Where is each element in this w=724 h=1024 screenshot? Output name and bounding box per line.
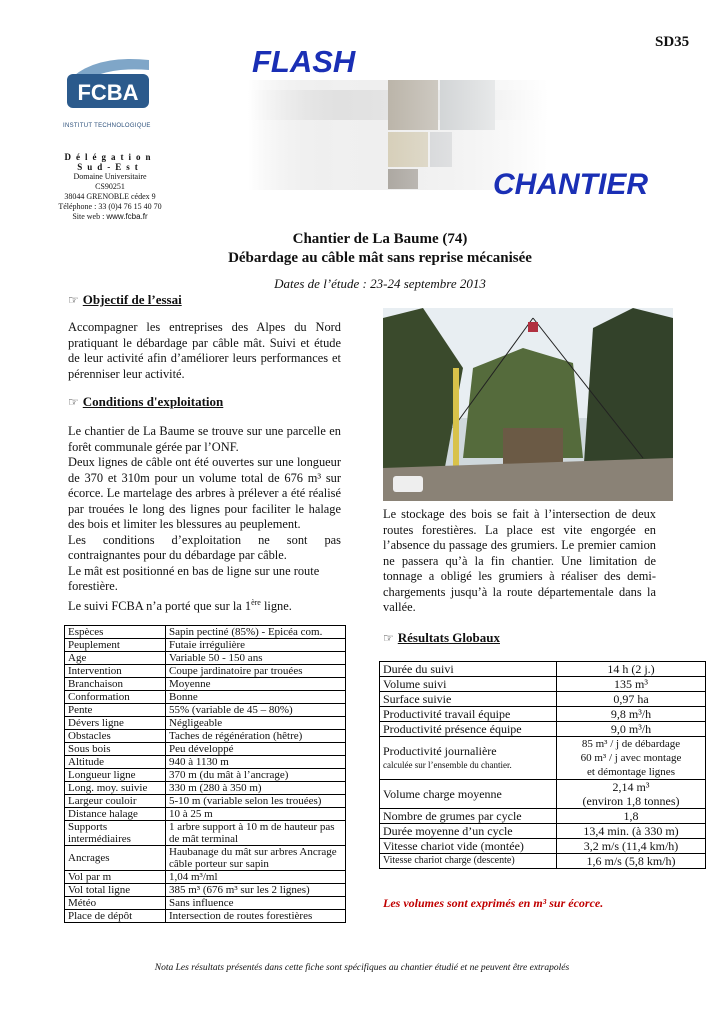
- conditions-value: 370 m (du mât à l’ancrage): [166, 769, 346, 782]
- conditions-heading-wrap: [68, 394, 223, 410]
- results-row: [380, 839, 706, 854]
- results-row: [380, 677, 706, 692]
- conditions-value: Coupe jardinatoire par trouées: [166, 665, 346, 678]
- conditions-row: [65, 678, 346, 691]
- conditions-key: Pente: [65, 704, 166, 717]
- results-row: [380, 722, 706, 737]
- conditions-value: 385 m³ (676 m³ sur les 2 lignes): [166, 884, 346, 897]
- results-row: [380, 662, 706, 677]
- conditions-value: Sans influence: [166, 897, 346, 910]
- conditions-row: [65, 691, 346, 704]
- conditions-row: [65, 639, 346, 652]
- conditions-row: [65, 717, 346, 730]
- conditions-row: [65, 808, 346, 821]
- results-row: [380, 692, 706, 707]
- results-key: Volume charge moyenne: [380, 780, 557, 809]
- address-phone: Téléphone : 33 (0)4 76 15 40 70: [58, 202, 162, 211]
- conditions-row: [65, 769, 346, 782]
- conditions-key: Largeur couloir: [65, 795, 166, 808]
- conditions-value: Sapin pectiné (85%) - Epicéa com.: [166, 626, 346, 639]
- results-key: Nombre de grumes par cycle: [380, 809, 557, 824]
- results-row: [380, 780, 706, 809]
- results-value: 0,97 ha: [557, 692, 706, 707]
- results-value: 13,4 min. (à 330 m): [557, 824, 706, 839]
- results-key: Productivité travail équipe: [380, 707, 557, 722]
- results-value: 3,2 m/s (11,4 km/h): [557, 839, 706, 854]
- conditions-key: Obstacles: [65, 730, 166, 743]
- results-value: 2,14 m³ (environ 1,8 tonnes): [557, 780, 706, 809]
- fcba-logo: [63, 52, 153, 110]
- results-key: Vitesse chariot vide (montée): [380, 839, 557, 854]
- address-line3: Domaine Universitaire: [73, 172, 147, 181]
- conditions-value: 5-10 m (variable selon les trouées): [166, 795, 346, 808]
- conditions-key: Vol par m: [65, 871, 166, 884]
- pointing-hand-icon: ☞: [68, 395, 79, 409]
- conditions-p2: Deux lignes de câble ont été ouvertes sur une longueur de 370 et 310m pour un volume total de 676 m³ sur écorce. Le martelage des arbres à prélever a été réalisé par trouées le long des lignes pour faciliter le halage des bois et limiter les blessures au peuplement.: [68, 455, 341, 531]
- conditions-value: Bonne: [166, 691, 346, 704]
- address-line4: CS90251: [95, 182, 125, 191]
- photo-caption: Le stockage des bois se fait à l’intersection de deux routes forestières. La place est vite engorgée en l’absence du passage des grumiers. Le premier camion ne passera qu’à la fin chantier. Une limitation de tonnage a obligé les grumiers à réaliser des demi-chargements jusqu’à la route départementale dans la vallée.: [383, 507, 656, 614]
- chantier-title: CHANTIER: [493, 168, 648, 201]
- conditions-p1: Le chantier de La Baume se trouve sur une parcelle en forêt communale gérée par l’ONF.: [68, 424, 341, 454]
- conditions-text: [68, 424, 341, 614]
- conditions-key: Long. moy. suivie: [65, 782, 166, 795]
- conditions-value: 1,04 m³/ml: [166, 871, 346, 884]
- results-value: 9,8 m³/h: [557, 707, 706, 722]
- conditions-row: [65, 821, 346, 846]
- results-key: Volume suivi: [380, 677, 557, 692]
- results-value: 1,8: [557, 809, 706, 824]
- pointing-hand-icon: ☞: [383, 631, 394, 645]
- results-value: 9,0 m³/h: [557, 722, 706, 737]
- results-key: Durée moyenne d’un cycle: [380, 824, 557, 839]
- page-title: [180, 230, 580, 268]
- address-block: [40, 152, 180, 222]
- conditions-key: Supports intermédiaires: [65, 821, 166, 846]
- study-dates: Dates de l’étude : 23-24 septembre 2013: [274, 276, 486, 291]
- conditions-table: [64, 625, 346, 923]
- conditions-row: [65, 897, 346, 910]
- address-line2: Sud-Est: [77, 162, 143, 172]
- conditions-row: [65, 884, 346, 897]
- conditions-value: 10 à 25 m: [166, 808, 346, 821]
- conditions-key: Espèces: [65, 626, 166, 639]
- title-line1: Chantier de La Baume (74): [292, 231, 468, 247]
- conditions-value: 940 à 1130 m: [166, 756, 346, 769]
- conditions-value: Futaie irrégulière: [166, 639, 346, 652]
- conditions-row: [65, 846, 346, 871]
- website-label: Site web :: [72, 212, 105, 221]
- conditions-row: [65, 743, 346, 756]
- address-website: [40, 212, 180, 222]
- website-link[interactable]: www.fcba.fr: [106, 212, 148, 221]
- conditions-key: Vol total ligne: [65, 884, 166, 897]
- conditions-p5: Le suivi FCBA n’a porté que sur la 1ère ligne.: [68, 597, 292, 613]
- address-line1: Délégation: [64, 152, 156, 162]
- conditions-key: Longueur ligne: [65, 769, 166, 782]
- resultats-heading: Résultats Globaux: [397, 630, 500, 645]
- conditions-row: [65, 730, 346, 743]
- conditions-row: [65, 756, 346, 769]
- conditions-value: 55% (variable de 45 – 80%): [166, 704, 346, 717]
- conditions-key: Dévers ligne: [65, 717, 166, 730]
- results-row: [380, 737, 706, 780]
- conditions-row: [65, 782, 346, 795]
- conditions-row: [65, 626, 346, 639]
- conditions-key: Intervention: [65, 665, 166, 678]
- conditions-key: Place de dépôt: [65, 910, 166, 923]
- site-photo: [383, 308, 673, 501]
- pointing-hand-icon: ☞: [68, 293, 79, 307]
- objectif-heading-wrap: [68, 292, 182, 308]
- document-code: SD35: [655, 34, 690, 50]
- conditions-row: [65, 871, 346, 884]
- conditions-value: Taches de régénération (hêtre): [166, 730, 346, 743]
- results-key: Surface suivie: [380, 692, 557, 707]
- logo-text: FCBA: [77, 80, 139, 105]
- address-line5: 38044 GRENOBLE cédex 9: [64, 192, 156, 201]
- results-key: Durée du suivi: [380, 662, 557, 677]
- conditions-key: Peuplement: [65, 639, 166, 652]
- conditions-value: Peu développé: [166, 743, 346, 756]
- resultats-heading-wrap: [383, 630, 500, 646]
- conditions-key: Ancrages: [65, 846, 166, 871]
- results-row: [380, 809, 706, 824]
- results-table: [379, 661, 706, 869]
- results-row: [380, 824, 706, 839]
- conditions-row: [65, 704, 346, 717]
- conditions-value: Moyenne: [166, 678, 346, 691]
- conditions-row: [65, 795, 346, 808]
- results-value: 85 m³ / j de débardage 60 m³ / j avec montage et démontage lignes: [557, 737, 706, 780]
- conditions-value: Variable 50 - 150 ans: [166, 652, 346, 665]
- conditions-key: Météo: [65, 897, 166, 910]
- conditions-value: 1 arbre support à 10 m de hauteur pas de mât terminal: [166, 821, 346, 846]
- conditions-p3: Les conditions d’exploitation ne sont pas contraignantes pour du débardage par câble.: [68, 532, 341, 562]
- results-row: [380, 854, 706, 869]
- conditions-p4: Le mât est positionné en bas de ligne sur une route forestière.: [68, 563, 320, 593]
- conditions-key: Conformation: [65, 691, 166, 704]
- objectif-text: Accompagner les entreprises des Alpes du Nord pratiquant le débardage par câble mât. Suivi et étude de leur activité afin d’améliorer leurs performances et pérenniser leur activité.: [68, 320, 341, 381]
- conditions-key: Distance halage: [65, 808, 166, 821]
- conditions-key: Sous bois: [65, 743, 166, 756]
- flash-title: FLASH: [252, 44, 356, 79]
- results-row: [380, 707, 706, 722]
- footer-note: Nota Les résultats présentés dans cette fiche sont spécifiques au chantier étudié et ne peuvent être extrapolés: [154, 963, 570, 973]
- results-value: 1,6 m/s (5,8 km/h): [557, 854, 706, 869]
- results-value: 14 h (2 j.): [557, 662, 706, 677]
- volumes-note: Les volumes sont exprimés en m³ sur écorce.: [383, 896, 604, 910]
- conditions-row: [65, 652, 346, 665]
- results-value: 135 m³: [557, 677, 706, 692]
- conditions-value: Haubanage du mât sur arbres Ancrage câble porteur sur sapin: [166, 846, 346, 871]
- conditions-key: Age: [65, 652, 166, 665]
- results-key: Productivité journalière calculée sur l’ensemble du chantier.: [380, 737, 557, 780]
- title-line2: Débardage au câble mât sans reprise mécanisée: [228, 250, 532, 266]
- conditions-row: [65, 665, 346, 678]
- conditions-row: [65, 910, 346, 923]
- logo-subtitle: INSTITUT TECHNOLOGIQUE: [63, 123, 151, 129]
- conditions-key: Altitude: [65, 756, 166, 769]
- results-key: Vitesse chariot charge (descente): [380, 854, 557, 869]
- results-key: Productivité présence équipe: [380, 722, 557, 737]
- conditions-value: Négligeable: [166, 717, 346, 730]
- conditions-value: Intersection de routes forestières: [166, 910, 346, 923]
- conditions-value: 330 m (280 à 350 m): [166, 782, 346, 795]
- conditions-key: Branchaison: [65, 678, 166, 691]
- objectif-heading: Objectif de l’essai: [82, 292, 182, 307]
- conditions-heading: Conditions d'exploitation: [82, 394, 224, 409]
